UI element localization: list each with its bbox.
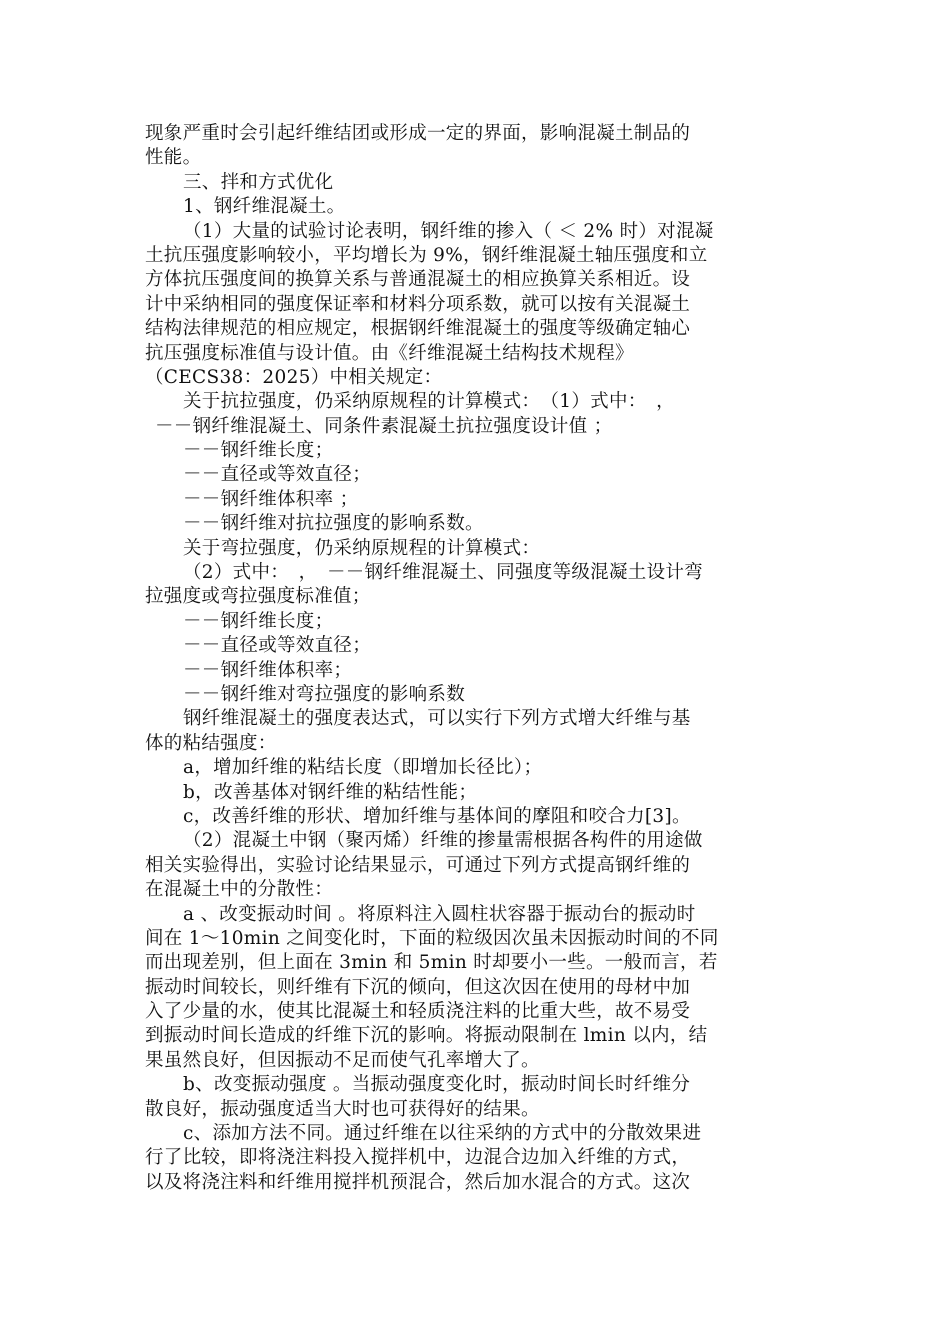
text-line: 方体抗压强度间的换算关系与普通混凝土的相应换算关系相近。设 — [145, 269, 691, 291]
text-line: 关于弯拉强度，仍采纳原规程的计算模式： — [183, 537, 541, 559]
text-line: －－钢纤维对抗拉强度的影响系数。 — [183, 513, 484, 535]
document-body — [145, 122, 815, 1195]
text-line: －－钢纤维长度； — [183, 440, 334, 462]
text-line: －－钢纤维体积率； — [183, 659, 353, 681]
text-line: 结构法律规范的相应规定，根据钢纤维混凝土的强度等级确定轴心 — [145, 318, 691, 340]
text-line: 三、拌和方式优化 — [183, 171, 334, 193]
text-line: 关于抗拉强度，仍采纳原规程的计算模式： （1）式中： ， — [183, 391, 675, 413]
text-line: a，增加纤维的粘结长度（即增加长径比）； — [183, 757, 543, 779]
text-line: （CECS38：2025）中相关规定： — [145, 366, 443, 388]
text-line: 行了比较，即将浇注料投入搅拌机中，边混合边加入纤维的方式， — [145, 1147, 691, 1169]
text-line: －－钢纤维对弯拉强度的影响系数 — [183, 683, 466, 705]
text-line: 体的粘结强度： — [145, 732, 277, 754]
text-line: （2）式中： ， －－钢纤维混凝土、同强度等级混凝土设计弯 — [183, 562, 703, 584]
text-line: －－钢纤维长度； — [183, 610, 334, 632]
text-line: 土抗压强度影响较小，平均增长为 9%，钢纤维混凝土轴压强度和立 — [145, 244, 708, 266]
text-line: －－钢纤维混凝土、同条件素混凝土抗拉强度设计值 ； — [155, 415, 613, 437]
text-line: b，改善基体对钢纤维的粘结性能； — [183, 781, 478, 803]
text-line: 性能。 — [145, 147, 202, 169]
text-line: 1、钢纤维混凝土。 — [183, 196, 346, 218]
text-line: （1）大量的试验讨论表明，钢纤维的掺入（ ＜ 2% 时）对混凝 — [183, 220, 714, 242]
text-line: －－直径或等效直径； — [183, 464, 372, 486]
text-line: c，改善纤维的形状、增加纤维与基体间的摩阻和咬合力[3]。 — [183, 805, 691, 827]
text-line: 到振动时间长造成的纤维下沉的影响。将振动限制在 lmin 以内，结 — [145, 1025, 708, 1047]
text-line: （2）混凝土中钢（聚丙烯）纤维的掺量需根据各构件的用途做 — [183, 830, 703, 852]
text-line: －－直径或等效直径； — [183, 635, 372, 657]
text-line: 现象严重时会引起纤维结团或形成一定的界面，影响混凝土制品的 — [145, 123, 691, 144]
text-line: 相关实验得出，实验讨论结果显示，可通过下列方式提高钢纤维的 — [145, 854, 691, 876]
text-line: －－钢纤维体积率 ； — [183, 488, 359, 510]
text-line: 在混凝土中的分散性： — [145, 879, 334, 901]
text-line: 计中采纳相同的强度保证率和材料分项系数，就可以按有关混凝土 — [145, 293, 691, 315]
text-line: 振动时间较长，则纤维有下沉的倾向，但这次因在使用的母材中加 — [145, 976, 691, 998]
text-line: a 、改变振动时间 。将原料注入圆柱状容器于振动台的振动时 — [183, 903, 696, 925]
text-line: 散良好，振动强度适当大时也可获得好的结果。 — [145, 1098, 540, 1120]
text-line: 以及将浇注料和纤维用搅拌机预混合，然后加水混合的方式。这次 — [145, 1171, 691, 1193]
text-line: 间在 1～10min 之间变化时，下面的粒级因次虽未因振动时间的不同 — [145, 927, 719, 949]
text-line: c、添加方法不同。通过纤维在以往采纳的方式中的分散效果进 — [183, 1123, 702, 1145]
text-line: 而出现差别，但上面在 3min 和 5min 时却要小一些。一般而言，若 — [145, 952, 718, 974]
text-line: 拉强度或弯拉强度标准值； — [145, 586, 371, 608]
text-line: 入了少量的水，使其比混凝土和轻质浇注料的比重大些，故不易受 — [145, 1001, 691, 1023]
text-line: b、改变振动强度 。当振动强度变化时，振动时间长时纤维分 — [183, 1074, 691, 1096]
text-line: 钢纤维混凝土的强度表达式，可以实行下列方式增大纤维与基 — [183, 708, 691, 730]
text-line: 果虽然良好，但因振动不足而使气孔率增大了。 — [145, 1049, 540, 1071]
text-line: 抗压强度标准值与设计值。由《纤维混凝土结构技术规程》 — [145, 342, 634, 364]
